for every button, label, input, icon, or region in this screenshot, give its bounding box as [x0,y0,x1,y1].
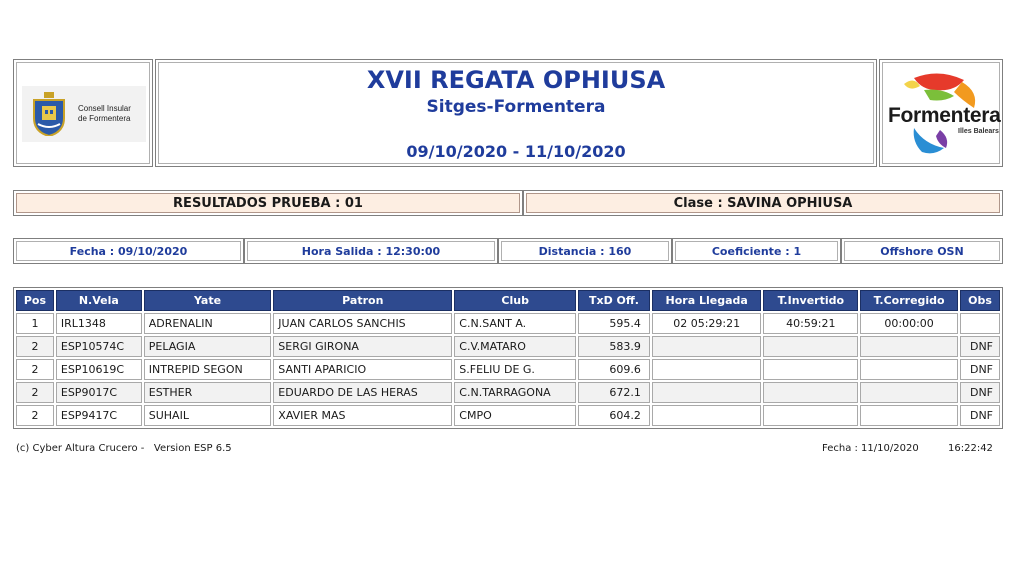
info-fecha: Fecha : 09/10/2020 [16,241,241,261]
info-hora-salida-box [244,238,498,264]
coat-of-arms-icon [30,92,68,136]
cell-corregido: 00:00:00 [860,313,958,334]
cell-obs: DNF [960,405,1000,426]
col-header-yate: Yate [144,290,272,311]
col-header-obs: Obs [960,290,1000,311]
info-distancia: Distancia : 160 [501,241,669,261]
cell-llegada [652,382,762,403]
cell-club: C.N.TARRAGONA [454,382,576,403]
cell-yate: SUHAIL [144,405,272,426]
cell-pos: 2 [16,359,54,380]
cell-obs: DNF [960,336,1000,357]
cell-vela: ESP10574C [56,336,142,357]
results-table [13,287,1003,429]
page-title: XVII REGATA OPHIUSA [366,66,666,94]
cell-obs [960,313,1000,334]
cell-club: S.FELIU DE G. [454,359,576,380]
formentera-logo [884,68,1000,160]
cell-pos: 1 [16,313,54,334]
footer-time: 16:22:42 [948,443,993,454]
results-clase-label: Clase : SAVINA OPHIUSA [526,193,1000,213]
cell-llegada [652,405,762,426]
col-header-pos: Pos [16,290,54,311]
cell-yate: PELAGIA [144,336,272,357]
consell-insular-text: Consell Insular de Formentera [78,104,131,123]
table-header-row [16,290,1000,311]
table-row [16,359,1000,380]
cell-pos: 2 [16,382,54,403]
cell-yate: INTREPID SEGON [144,359,272,380]
cell-patron: EDUARDO DE LAS HERAS [273,382,452,403]
cell-club: C.N.SANT A. [454,313,576,334]
cell-txd: 609.6 [578,359,650,380]
cell-yate: ESTHER [144,382,272,403]
cell-llegada [652,359,762,380]
cell-yate: ADRENALIN [144,313,272,334]
table-row [16,405,1000,426]
cell-vela: ESP10619C [56,359,142,380]
cell-obs: DNF [960,359,1000,380]
col-header-invertido: T.Invertido [763,290,858,311]
consell-insular-logo [22,86,146,142]
results-prueba-bar [13,190,523,216]
col-header-txd: TxD Off. [578,290,650,311]
cell-txd: 604.2 [578,405,650,426]
cell-vela: ESP9417C [56,405,142,426]
cell-txd: 595.4 [578,313,650,334]
formentera-logo-text: Formentera [888,104,1001,127]
col-header-vela: N.Vela [56,290,142,311]
cell-vela: ESP9017C [56,382,142,403]
footer-credit: (c) Cyber Altura Crucero - Version ESP 6.5 [16,443,232,454]
info-tipo-box [841,238,1003,264]
report-header [13,59,1003,167]
cell-patron: JUAN CARLOS SANCHIS [273,313,452,334]
cell-patron: SANTI APARICIO [273,359,452,380]
info-hora-salida: Hora Salida : 12:30:00 [247,241,495,261]
cell-invertido [763,405,858,426]
cell-invertido [763,359,858,380]
left-logo-box [13,59,153,167]
info-coeficiente-box [672,238,841,264]
cell-invertido [763,382,858,403]
title-box [155,59,877,167]
cell-pos: 2 [16,336,54,357]
table-row [16,336,1000,357]
cell-pos: 2 [16,405,54,426]
event-dates: 09/10/2020 - 11/10/2020 [406,142,626,161]
formentera-logo-subtext: Illes Balears [958,128,999,135]
col-header-corregido: T.Corregido [860,290,958,311]
table-row [16,382,1000,403]
table-row [16,313,1000,334]
results-prueba-label: RESULTADOS PRUEBA : 01 [16,193,520,213]
info-tipo: Offshore OSN [844,241,1000,261]
cell-obs: DNF [960,382,1000,403]
cell-corregido [860,382,958,403]
info-fecha-box [13,238,244,264]
col-header-club: Club [454,290,576,311]
cell-club: CMPO [454,405,576,426]
cell-club: C.V.MATARO [454,336,576,357]
cell-corregido [860,336,958,357]
cell-corregido [860,405,958,426]
footer-date: Fecha : 11/10/2020 [822,443,919,454]
cell-llegada: 02 05:29:21 [652,313,762,334]
cell-txd: 583.9 [578,336,650,357]
cell-invertido [763,336,858,357]
info-distancia-box [498,238,672,264]
cell-patron: XAVIER MAS [273,405,452,426]
col-header-patron: Patron [273,290,452,311]
results-clase-bar [523,190,1003,216]
cell-vela: IRL1348 [56,313,142,334]
page-subtitle: Sitges-Formentera [426,97,606,117]
right-logo-box [879,59,1003,167]
col-header-llegada: Hora Llegada [652,290,762,311]
cell-patron: SERGI GIRONA [273,336,452,357]
cell-llegada [652,336,762,357]
cell-invertido: 40:59:21 [763,313,858,334]
info-coeficiente: Coeficiente : 1 [675,241,838,261]
cell-corregido [860,359,958,380]
cell-txd: 672.1 [578,382,650,403]
